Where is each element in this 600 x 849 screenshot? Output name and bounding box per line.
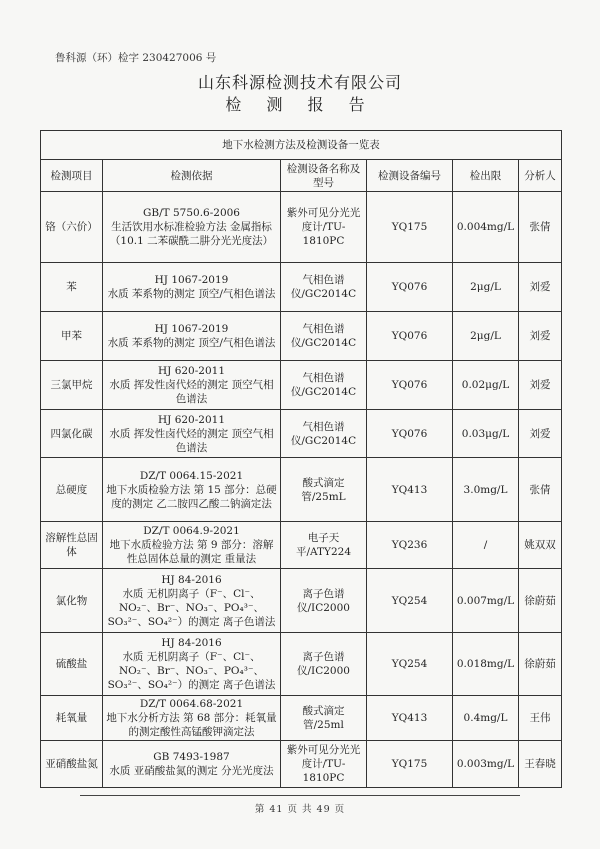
- basis-standard: HJ 84-2016: [161, 637, 222, 649]
- cell-item: 氯化物: [41, 569, 103, 633]
- cell-item: 溶解性总固体: [41, 522, 103, 569]
- cell-analyst: 刘爱: [519, 361, 562, 410]
- cell-basis: [103, 522, 281, 569]
- table-header-row: [41, 160, 562, 192]
- cell-analyst: 刘爱: [519, 410, 562, 458]
- cell-equipment: 气相色谱仪/GC2014C: [281, 361, 367, 410]
- cell-basis: [103, 263, 281, 312]
- company-name: 山东科源检测技术有限公司: [197, 73, 402, 92]
- cell-equipment-no: YQ175: [367, 192, 453, 263]
- cell-item: 三氯甲烷: [41, 361, 103, 410]
- cell-analyst: 姚双双: [519, 522, 562, 569]
- cell-analyst: 王伟: [519, 696, 562, 741]
- cell-item: 硫酸盐: [41, 633, 103, 696]
- cell-detection-limit: 0.004mg/L: [453, 192, 519, 263]
- cell-equipment-no: YQ175: [367, 741, 453, 788]
- cell-basis: [103, 741, 281, 788]
- cell-detection-limit: 0.02μg/L: [453, 361, 519, 410]
- table-caption: 地下水检测方法及检测设备一览表: [41, 131, 562, 160]
- cell-basis: [103, 458, 281, 522]
- table-row: [41, 312, 562, 361]
- cell-detection-limit: 3.0mg/L: [453, 458, 519, 522]
- table-row: [41, 263, 562, 312]
- cell-item: 铬（六价）: [41, 192, 103, 263]
- cell-detection-limit: 0.03μg/L: [453, 410, 519, 458]
- cell-basis: [103, 410, 281, 458]
- table-row: [41, 633, 562, 696]
- cell-item: 四氯化碳: [41, 410, 103, 458]
- cell-equipment: 离子色谱仪/IC2000: [281, 633, 367, 696]
- cell-item: 亚硝酸盐氮: [41, 741, 103, 788]
- basis-method: 水质 无机阴离子（F⁻、Cl⁻、NO₂⁻、Br⁻、NO₃⁻、PO₄³⁻、SO₃²⁻、SO₄²⁻）的测定 离子色谱法: [107, 587, 276, 628]
- cell-item: 甲苯: [41, 312, 103, 361]
- basis-method: 水质 苯系物的测定 顶空/气相色谱法: [107, 288, 276, 300]
- basis-method: 水质 苯系物的测定 顶空/气相色谱法: [107, 337, 276, 349]
- cell-equipment: 气相色谱仪/GC2014C: [281, 312, 367, 361]
- cell-equipment: 紫外可见分光光度计/TU-1810PC: [281, 192, 367, 263]
- footer-divider: [80, 795, 520, 796]
- column-header: 检测设备编号: [367, 160, 453, 192]
- basis-method: 水质 无机阴离子（F⁻、Cl⁻、NO₂⁻、Br⁻、NO₃⁻、PO₄³⁻、SO₃²⁻、SO₄²⁻）的测定 离子色谱法: [107, 651, 276, 691]
- basis-standard: HJ 620-2011: [157, 365, 225, 377]
- cell-equipment-no: YQ236: [367, 522, 453, 569]
- cell-equipment: 酸式滴定管/25mL: [281, 458, 367, 522]
- table-row: [41, 458, 562, 522]
- report-number: 鲁科源（环）检字 230427006 号: [55, 52, 217, 64]
- table-row: [41, 569, 562, 633]
- cell-equipment-no: YQ076: [367, 312, 453, 361]
- column-header: 分析人: [519, 160, 562, 192]
- cell-equipment-no: YQ076: [367, 410, 453, 458]
- basis-standard: HJ 1067-2019: [154, 323, 229, 335]
- cell-analyst: 刘爱: [519, 263, 562, 312]
- column-header: 检出限: [453, 160, 519, 192]
- cell-analyst: 张倩: [519, 458, 562, 522]
- cell-equipment-no: YQ254: [367, 569, 453, 633]
- table-row: [41, 192, 562, 263]
- cell-equipment: 离子色谱仪/IC2000: [281, 569, 367, 633]
- cell-equipment: 气相色谱仪/GC2014C: [281, 263, 367, 312]
- column-header: 检测依据: [103, 160, 281, 192]
- cell-equipment: 紫外可见分光光度计/TU-1810PC: [281, 741, 367, 788]
- cell-analyst: 张倩: [519, 192, 562, 263]
- basis-standard: DZ/T 0064.9-2021: [143, 525, 240, 537]
- cell-basis: [103, 569, 281, 633]
- cell-item: 苯: [41, 263, 103, 312]
- cell-analyst: 王春晓: [519, 741, 562, 788]
- table-row: [41, 741, 562, 788]
- cell-item: 总硬度: [41, 458, 103, 522]
- cell-detection-limit: 0.007mg/L: [453, 569, 519, 633]
- basis-method: 生活饮用水标准检验方法 金属指标（10.1 二苯碳酰二肼分光光度法）: [109, 221, 274, 247]
- document-title: 检 测 报 告: [225, 95, 375, 114]
- basis-standard: GB/T 5750.6-2006: [143, 207, 240, 219]
- table-row: [41, 361, 562, 410]
- cell-detection-limit: 2μg/L: [453, 312, 519, 361]
- cell-basis: [103, 361, 281, 410]
- cell-detection-limit: 0.018mg/L: [453, 633, 519, 696]
- cell-basis: [103, 192, 281, 263]
- cell-analyst: 徐蔚茹: [519, 569, 562, 633]
- table-row: [41, 696, 562, 741]
- cell-basis: [103, 633, 281, 696]
- page-number: 第 41 页 共 49 页: [254, 804, 346, 815]
- cell-detection-limit: /: [453, 522, 519, 569]
- basis-standard: HJ 84-2016: [161, 573, 222, 586]
- cell-item: 耗氧量: [41, 696, 103, 741]
- cell-analyst: 刘爱: [519, 312, 562, 361]
- cell-equipment: 气相色谱仪/GC2014C: [281, 410, 367, 458]
- cell-equipment-no: YQ254: [367, 633, 453, 696]
- cell-equipment-no: YQ413: [367, 458, 453, 522]
- basis-method: 水质 挥发性卤代烃的测定 顶空气相色谱法: [109, 427, 274, 454]
- cell-detection-limit: 0.4mg/L: [453, 696, 519, 741]
- basis-method: 水质 挥发性卤代烃的测定 顶空气相色谱法: [109, 379, 274, 405]
- basis-standard: HJ 620-2011: [157, 413, 225, 426]
- cell-basis: [103, 312, 281, 361]
- basis-method: 地下水质检验方法 第 9 部分：溶解性总固体总量的测定 重量法: [109, 539, 274, 565]
- cell-equipment: 酸式滴定管/25ml: [281, 696, 367, 741]
- cell-equipment-no: YQ413: [367, 696, 453, 741]
- cell-equipment-no: YQ076: [367, 361, 453, 410]
- table-body: [41, 192, 562, 788]
- basis-standard: DZ/T 0064.68-2021: [139, 698, 244, 710]
- basis-standard: DZ/T 0064.15-2021: [139, 469, 244, 482]
- cell-detection-limit: 2μg/L: [453, 263, 519, 312]
- basis-method: 水质 亚硝酸盐氮的测定 分光光度法: [109, 765, 274, 777]
- table-row: [41, 410, 562, 458]
- basis-method: 地下水分析方法 第 68 部分：耗氧量的测定酸性高锰酸钾滴定法: [106, 712, 277, 738]
- basis-method: 地下水质检验方法 第 15 部分：总硬度的测定 乙二胺四乙酸二钠滴定法: [106, 483, 277, 510]
- basis-standard: GB 7493-1987: [153, 751, 230, 763]
- cell-equipment: 电子天平/ATY224: [281, 522, 367, 569]
- cell-analyst: 徐蔚茹: [519, 633, 562, 696]
- cell-equipment-no: YQ076: [367, 263, 453, 312]
- methods-equipment-table: [40, 130, 562, 788]
- column-header: 检测设备名称及型号: [281, 160, 367, 192]
- column-header: 检测项目: [41, 160, 103, 192]
- cell-detection-limit: 0.003mg/L: [453, 741, 519, 788]
- cell-basis: [103, 696, 281, 741]
- table-row: [41, 522, 562, 569]
- basis-standard: HJ 1067-2019: [154, 274, 229, 286]
